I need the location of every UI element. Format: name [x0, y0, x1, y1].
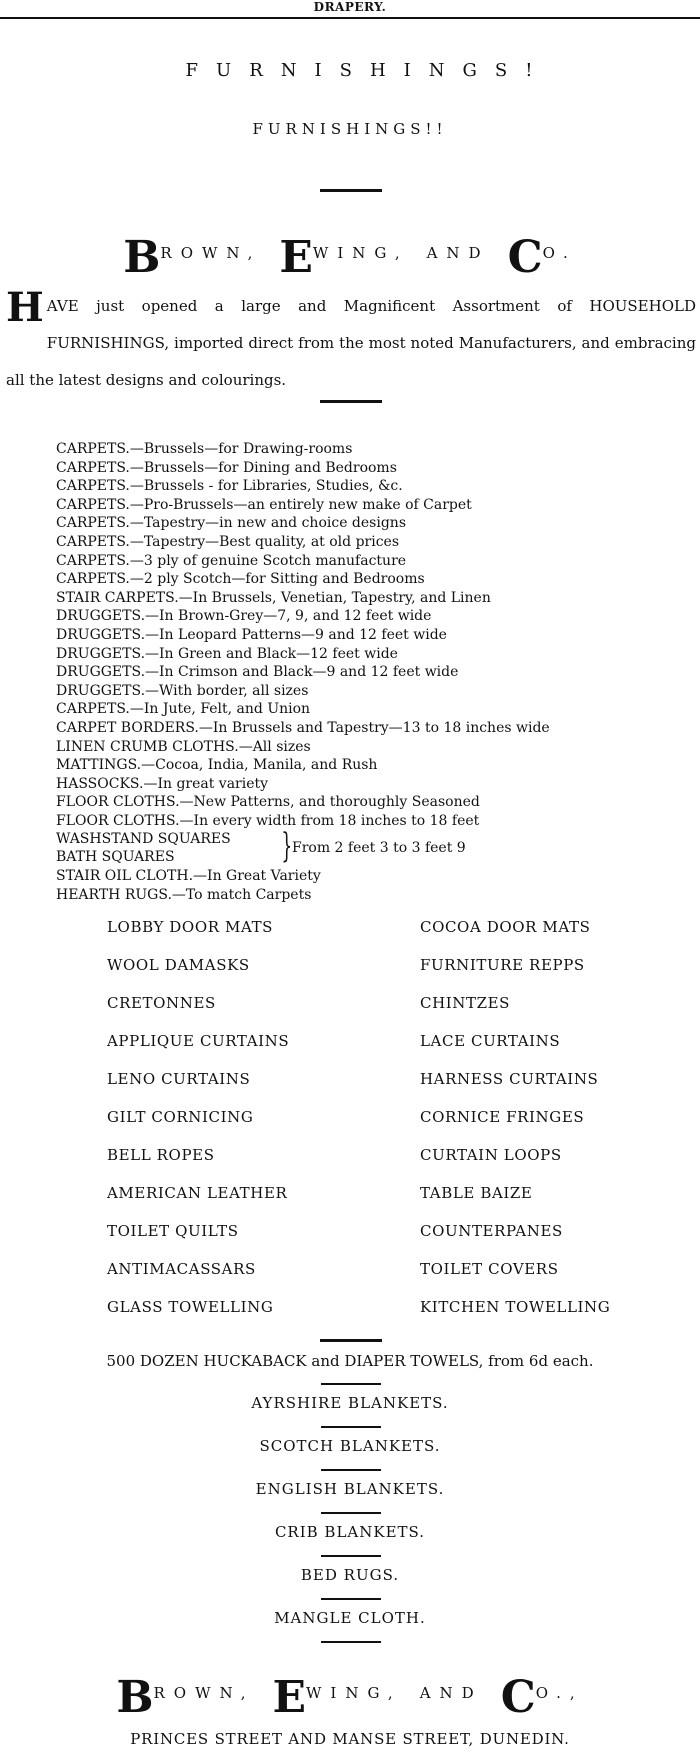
grid-item: HARNESS CURTAINS	[420, 1070, 599, 1088]
title-furnishings-1: FURNISHINGS!	[185, 60, 551, 81]
list-item: HEARTH RUGS.—To match Carpets	[56, 887, 312, 904]
grid-item: TOILET COVERS	[420, 1260, 559, 1278]
divider-rule	[320, 400, 382, 403]
list-item: CARPETS.—Brussels - for Libraries, Studies, &c.	[56, 478, 403, 495]
brace-text: From 2 feet 3 to 3 feet 9	[292, 840, 466, 857]
divider-rule	[321, 1426, 381, 1428]
divider-rule	[320, 1339, 382, 1342]
blanket-line: BED RUGS.	[300, 1566, 400, 1584]
intro-paragraph	[6, 284, 696, 399]
grid-item: CORNICE FRINGES	[420, 1108, 585, 1126]
brace-glyph: }	[281, 826, 293, 867]
title-furnishings-2: FURNISHINGS!!	[252, 120, 448, 138]
list-item: CARPETS.—2 ply Scotch—for Sitting and Bedrooms	[56, 571, 425, 588]
blanket-line: MANGLE CLOTH.	[274, 1609, 426, 1627]
list-item: CARPETS.—Tapestry—in new and choice designs	[56, 515, 407, 532]
grid-item: COCOA DOOR MATS	[420, 918, 591, 936]
list-item: MATTINGS.—Cocoa, India, Manila, and Rush	[56, 757, 378, 774]
grid-item: BELL ROPES	[107, 1146, 215, 1164]
section-header: DRAPERY.	[313, 0, 387, 14]
blanket-line: CRIB BLANKETS.	[274, 1523, 426, 1541]
grid-item: APPLIQUE CURTAINS	[107, 1032, 290, 1050]
grid-item: COUNTERPANES	[420, 1222, 563, 1240]
blanket-line: ENGLISH BLANKETS.	[255, 1480, 445, 1498]
firm-name-footer: BROWN, EWING, AND CO.,	[116, 1672, 584, 1723]
list-item: CARPETS.—Pro-Brussels—an entirely new make of Carpet	[56, 496, 472, 513]
firm-name: BROWN, EWING, AND CO.	[123, 232, 577, 283]
list-item: STAIR OIL CLOTH.—In Great Variety	[56, 868, 321, 885]
divider-rule	[321, 1555, 381, 1557]
divider-rule	[321, 1383, 381, 1385]
divider-rule	[321, 1598, 381, 1600]
towels-line: 500 DOZEN HUCKABACK and DIAPER TOWELS, from 6d each.	[106, 1352, 594, 1370]
list-item: CARPET BORDERS.—In Brussels and Tapestry—13 to 18 inches wide	[56, 719, 550, 736]
grid-item: LACE CURTAINS	[420, 1032, 561, 1050]
header-rule	[0, 17, 700, 19]
grid-item: CRETONNES	[107, 994, 216, 1012]
list-item: LINEN CRUMB CLOTHS.—All sizes	[56, 738, 311, 755]
product-list	[56, 440, 676, 905]
grid-item: CURTAIN LOOPS	[420, 1146, 562, 1164]
list-item: WASHSTAND SQUARES	[56, 831, 231, 848]
divider-rule	[320, 189, 382, 192]
list-item: CARPETS.—3 ply of genuine Scotch manufacture	[56, 552, 407, 569]
grid-item: KITCHEN TOWELLING	[420, 1298, 611, 1316]
list-item: DRUGGETS.—With border, all sizes	[56, 682, 309, 699]
list-item: DRUGGETS.—In Green and Black—12 feet wide	[56, 645, 398, 662]
grid-item: GILT CORNICING	[107, 1108, 254, 1126]
brace-group	[56, 826, 676, 867]
grid-item: WOOL DAMASKS	[107, 956, 250, 974]
list-item: STAIR CARPETS.—In Brussels, Venetian, Tapestry, and Linen	[56, 589, 491, 606]
divider-rule	[321, 1512, 381, 1514]
list-item: CARPETS.—In Jute, Felt, and Union	[56, 701, 311, 718]
grid-item: TOILET QUILTS	[107, 1222, 239, 1240]
list-item: FLOOR CLOTHS.—In every width from 18 inches to 18 feet	[56, 812, 480, 829]
grid-item: CHINTZES	[420, 994, 511, 1012]
list-item: BATH SQUARES	[56, 849, 175, 866]
list-item: CARPETS.—Tapestry—Best quality, at old prices	[56, 533, 400, 550]
grid-item: FURNITURE REPPS	[420, 956, 585, 974]
drop-cap: H	[6, 284, 44, 331]
grid-item: ANTIMACASSARS	[107, 1260, 256, 1278]
blanket-line: AYRSHIRE BLANKETS.	[251, 1394, 449, 1412]
list-item: FLOOR CLOTHS.—New Patterns, and thoroughly Seasoned	[56, 794, 480, 811]
list-item: HASSOCKS.—In great variety	[56, 775, 269, 792]
address-line: PRINCES STREET AND MANSE STREET, DUNEDIN.	[130, 1730, 570, 1748]
list-item: DRUGGETS.—In Leopard Patterns—9 and 12 feet wide	[56, 626, 447, 643]
list-item: DRUGGETS.—In Crimson and Black—9 and 12 feet wide	[56, 664, 459, 681]
grid-item: LOBBY DOOR MATS	[107, 918, 274, 936]
list-item: CARPETS.—Brussels—for Dining and Bedrooms	[56, 459, 397, 476]
intro-text: AVE just opened a large and Magnificent Assortment of HOUSEHOLD FURNISHINGS, imported direct from the most noted Manufacturers, and embracing all the latest designs and colourings.	[6, 297, 696, 389]
grid-item: TABLE BAIZE	[420, 1184, 533, 1202]
list-item: DRUGGETS.—In Brown-Grey—7, 9, and 12 feet wide	[56, 608, 432, 625]
list-item: CARPETS.—Brussels—for Drawing-rooms	[56, 441, 353, 457]
divider-rule	[321, 1641, 381, 1643]
grid-item: AMERICAN LEATHER	[107, 1184, 288, 1202]
grid-item: LENO CURTAINS	[107, 1070, 251, 1088]
grid-item: GLASS TOWELLING	[107, 1298, 274, 1316]
divider-rule	[321, 1469, 381, 1471]
blanket-line: SCOTCH BLANKETS.	[259, 1437, 441, 1455]
